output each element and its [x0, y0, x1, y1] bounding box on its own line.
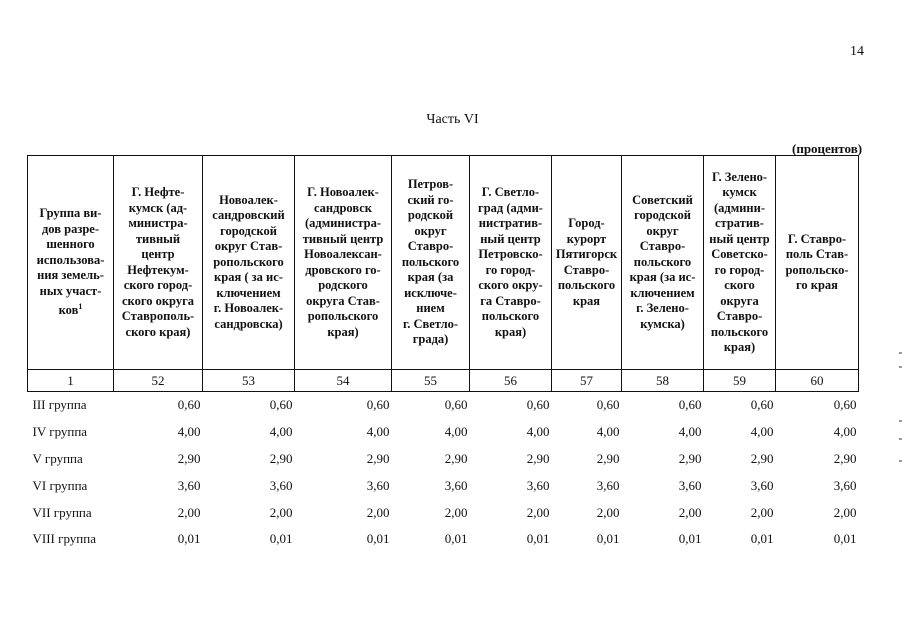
rate-cell: 0,01 — [526, 531, 550, 547]
header-line: Советско- — [711, 247, 768, 261]
header-line: Петров- — [407, 177, 454, 192]
rate-cell: 3,60 — [366, 477, 390, 493]
rate-cell: 0,60 — [750, 397, 774, 413]
header-line: Пятигорск — [555, 247, 618, 261]
header-line: курорт — [566, 231, 607, 246]
rate-cell: 2,00 — [833, 504, 857, 520]
header-line: стратив- — [715, 216, 764, 230]
header-cell — [203, 156, 295, 370]
header-line: Г. Новоалек- — [307, 185, 379, 199]
scan-mark — [899, 438, 902, 440]
rate-cell: 2,00 — [444, 504, 468, 520]
group-label: VI группа — [32, 477, 88, 493]
header-line: г. Зелено- — [636, 301, 689, 316]
header-line: ропольско- — [785, 262, 849, 277]
rate-cell: 3,60 — [678, 477, 702, 493]
header-line: ского окру- — [478, 278, 543, 292]
header-line: родской — [407, 208, 454, 223]
header-line: края (за ис- — [629, 270, 696, 285]
part-title: Часть VI — [426, 112, 479, 127]
header-line: польского — [557, 278, 616, 292]
column-number: 57 — [552, 370, 622, 392]
header-line: града) — [412, 332, 449, 347]
header-line: округа — [720, 293, 759, 308]
rate-cell: 0,01 — [833, 531, 857, 547]
scan-mark — [899, 366, 902, 368]
table-row — [28, 419, 859, 446]
rate-cell: 0,60 — [366, 397, 390, 413]
header-line: ского округа — [122, 293, 194, 308]
header-line: Г. Нефте- — [131, 185, 185, 199]
header-line: го город- — [714, 262, 765, 277]
rate-cell: 4,00 — [366, 424, 390, 440]
rate-cell: 0,60 — [269, 397, 293, 413]
header-line: родского — [318, 278, 368, 292]
header-line: округ — [646, 223, 679, 238]
header-line: тивный — [135, 231, 181, 246]
header-line: ропольского — [307, 309, 379, 323]
header-line: Ставрополь- — [121, 309, 195, 323]
header-cell — [622, 156, 704, 370]
header-line: шенного — [46, 237, 95, 252]
header-line: ный центр — [480, 231, 541, 246]
rate-cell: 3,60 — [526, 477, 550, 493]
rate-cell: 2,00 — [678, 504, 702, 520]
header-line: ный центр — [709, 231, 770, 246]
table-body — [28, 392, 859, 553]
header-line: края) — [327, 324, 359, 339]
scan-mark — [899, 352, 902, 354]
header-line: нием — [416, 301, 445, 316]
rate-cell: 0,60 — [678, 397, 702, 413]
header-line: края) — [723, 340, 756, 354]
header-line: га Ставро- — [480, 293, 541, 308]
rate-cell: 2,90 — [596, 450, 620, 466]
header-line: ского края) — [125, 324, 191, 339]
rate-cell: 0,60 — [444, 397, 468, 413]
rate-cell: 0,60 — [526, 397, 550, 413]
header-line: исключе- — [404, 285, 457, 300]
rate-cell: 4,00 — [269, 424, 293, 440]
header-line: Г. Светло- — [481, 185, 540, 199]
column-number: 59 — [704, 370, 776, 392]
header-line: округ Став- — [214, 239, 283, 254]
group-label: VII группа — [32, 504, 92, 520]
header-line: ков — [58, 303, 79, 318]
header-row — [28, 156, 859, 370]
table-row — [28, 472, 859, 499]
group-label: IV группа — [32, 424, 88, 440]
column-number: 52 — [114, 370, 203, 392]
header-line: дровского го- — [305, 262, 381, 277]
header-line: центр — [141, 247, 175, 261]
header-line: Новоалексан- — [304, 247, 382, 261]
header-cell — [552, 156, 622, 370]
column-number: 53 — [203, 370, 295, 392]
header-line: ных участ- — [39, 283, 102, 298]
table-row — [28, 526, 859, 553]
header-line: нистратив- — [478, 216, 543, 230]
header-cell — [392, 156, 470, 370]
rate-cell: 3,60 — [444, 477, 468, 493]
rate-cell: 4,00 — [444, 424, 468, 440]
column-number-row — [28, 370, 859, 392]
rate-cell: 2,90 — [177, 450, 201, 466]
header-line: г. Новоалек- — [213, 301, 284, 316]
rate-cell: 0,01 — [596, 531, 620, 547]
header-line: использова- — [36, 252, 105, 267]
table-row — [28, 446, 859, 473]
column-number: 1 — [28, 370, 114, 392]
rate-cell: 4,00 — [526, 424, 550, 440]
header-line: (админи- — [713, 200, 766, 215]
rate-cell: 0,01 — [177, 531, 201, 547]
group-label: V группа — [32, 450, 83, 466]
header-line: Ставро- — [639, 239, 686, 254]
header-cell — [114, 156, 203, 370]
header-line: Нефтекум- — [127, 262, 189, 277]
header-line: края) — [494, 324, 527, 339]
header-line: град (адми- — [478, 200, 543, 215]
rate-cell: 0,01 — [750, 531, 774, 547]
rate-cell: 3,60 — [177, 477, 201, 493]
column-number: 56 — [470, 370, 552, 392]
rates-table — [27, 155, 859, 553]
rate-cell: 0,01 — [444, 531, 468, 547]
rate-cell: 2,90 — [526, 450, 550, 466]
rate-cell: 0,60 — [177, 397, 201, 413]
header-line: сандровска) — [214, 316, 283, 331]
header-line: польского — [710, 324, 769, 339]
table-row — [28, 392, 859, 419]
header-line: го края — [796, 278, 838, 292]
header-cell — [295, 156, 392, 370]
header-line: края (за — [407, 270, 454, 285]
header-line: края — [572, 293, 601, 308]
header-line: ского город- — [123, 278, 193, 292]
header-line: тивный центр — [302, 231, 384, 246]
rate-cell: 2,00 — [177, 504, 201, 520]
header-line: Ставро- — [407, 239, 454, 254]
header-line: Петровско- — [478, 247, 543, 261]
rate-cell: 0,01 — [366, 531, 390, 547]
column-number: 54 — [295, 370, 392, 392]
rate-cell: 3,60 — [833, 477, 857, 493]
header-cell — [470, 156, 552, 370]
header-line: кумск — [722, 185, 757, 199]
rate-cell: 2,00 — [596, 504, 620, 520]
header-line: ключением — [630, 285, 695, 300]
rate-cell: 4,00 — [750, 424, 774, 440]
rate-cell: 3,60 — [596, 477, 620, 493]
rate-cell: 4,00 — [678, 424, 702, 440]
header-line: городской — [634, 208, 691, 223]
header-line: Группа ви- — [39, 206, 102, 221]
rate-cell: 2,90 — [678, 450, 702, 466]
header-line: ключением — [216, 285, 281, 300]
header-line: польского — [481, 309, 540, 323]
unit-label: (процентов) — [792, 141, 863, 156]
header-line: края ( за ис- — [214, 270, 283, 285]
column-number: 55 — [392, 370, 470, 392]
header-line: Город- — [568, 216, 605, 230]
header-line: Г. Ставро- — [787, 231, 847, 246]
column-number: 60 — [776, 370, 859, 392]
rate-cell: 0,01 — [678, 531, 702, 547]
header-line: (администра- — [304, 216, 382, 230]
header-line: го город- — [485, 262, 536, 277]
header-cell-group — [28, 156, 114, 370]
rate-cell: 2,90 — [269, 450, 293, 466]
header-line: г. Светло- — [402, 316, 459, 331]
header-line: поль Став- — [785, 247, 849, 261]
rate-cell: 2,00 — [366, 504, 390, 520]
rate-cell: 0,01 — [269, 531, 293, 547]
header-line: Советский — [632, 192, 693, 207]
rate-cell: 4,00 — [177, 424, 201, 440]
header-line: ский го- — [407, 192, 454, 207]
rate-cell: 2,90 — [366, 450, 390, 466]
rate-cell: 0,60 — [596, 397, 620, 413]
footnote-marker: 1 — [78, 302, 83, 312]
header-line: дов разре- — [41, 221, 100, 236]
rate-cell: 4,00 — [596, 424, 620, 440]
header-line: кумск (ад- — [128, 200, 188, 215]
rate-cell: 2,00 — [526, 504, 550, 520]
header-line: сандровск — [313, 200, 373, 215]
rate-cell: 2,00 — [269, 504, 293, 520]
header-cell — [704, 156, 776, 370]
header-line: ропольского — [213, 254, 284, 269]
header-line: Ставро- — [563, 262, 610, 277]
rate-cell: 3,60 — [269, 477, 293, 493]
header-line: ния земель- — [37, 268, 104, 283]
rate-cell: 2,90 — [833, 450, 857, 466]
header-line: польского — [401, 254, 460, 269]
rate-cell: 0,60 — [833, 397, 857, 413]
column-number: 58 — [622, 370, 704, 392]
rate-cell: 3,60 — [750, 477, 774, 493]
table-row — [28, 499, 859, 526]
scan-mark — [899, 420, 902, 422]
header-line: кумска) — [640, 316, 685, 331]
rate-cell: 2,90 — [750, 450, 774, 466]
rate-cell: 2,00 — [750, 504, 774, 520]
group-label: VIII группа — [32, 531, 96, 547]
header-line: округа Став- — [306, 293, 380, 308]
header-line: Ставро- — [716, 309, 763, 323]
page-number: 14 — [850, 44, 864, 59]
rate-cell: 4,00 — [833, 424, 857, 440]
rate-cell: 2,90 — [444, 450, 468, 466]
scan-mark — [899, 460, 902, 462]
header-line: сандровский — [212, 208, 285, 223]
header-line: министра- — [128, 216, 188, 230]
header-line: ского — [724, 278, 755, 292]
header-line: польского — [633, 254, 692, 269]
header-line: Новоалек- — [219, 192, 278, 207]
group-label: III группа — [32, 397, 87, 413]
header-line: городской — [220, 223, 277, 238]
header-line: Г. Зелено- — [711, 169, 768, 184]
header-line: округ — [414, 223, 447, 238]
header-cell — [776, 156, 859, 370]
